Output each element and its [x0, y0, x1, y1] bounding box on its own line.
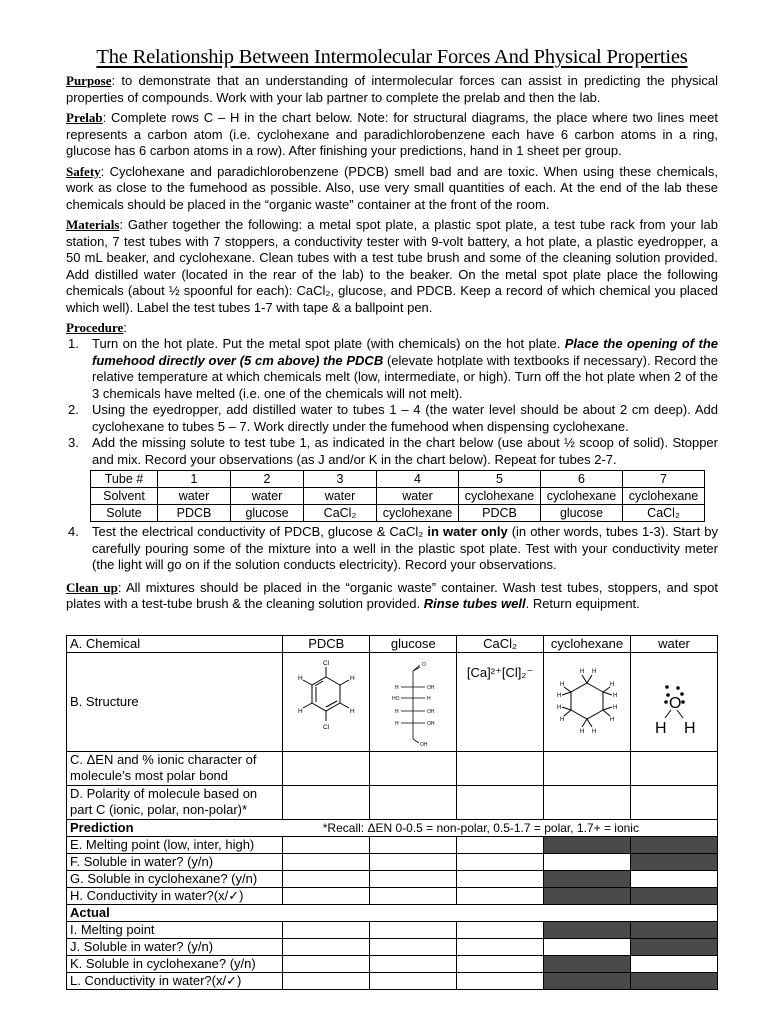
recall-note: *Recall: ΔEN 0-0.5 = non-polar, 0.5-1.7 = polar, 1.7+ = ionic — [283, 820, 718, 837]
svg-text:Cl: Cl — [323, 724, 330, 731]
table-row: A. Chemical PDCB glucose CaCl₂ cyclohexane water — [67, 636, 718, 653]
glucose-structure-drawing — [370, 653, 456, 747]
answer-cell[interactable] — [630, 786, 717, 820]
table-row: K. Soluble in cyclohexane? (y/n) — [67, 956, 718, 973]
table-row: J. Soluble in water? (y/n) — [67, 939, 718, 956]
cyclohexane-structure-drawing — [544, 653, 630, 747]
svg-text:OH: OH — [427, 709, 435, 715]
cleanup-label: Clean up — [66, 579, 118, 595]
procedure-label: Procedure — [66, 320, 124, 335]
table-row: Solvent water water water water cyclohexane cyclohexane cyclohexane — [91, 488, 705, 505]
prelab-paragraph — [66, 110, 718, 160]
answer-cell[interactable] — [283, 939, 370, 956]
svg-text:H: H — [612, 705, 618, 711]
answer-cell[interactable] — [370, 956, 457, 973]
answer-cell[interactable] — [457, 786, 544, 820]
answer-cell[interactable] — [543, 786, 630, 820]
answer-cell[interactable] — [283, 854, 370, 871]
materials-text: : Gather together the following: a metal spot plate, a plastic spot plate, a test tube rack from your lab station, 7 test tubes with 7 stoppers, a conductivity tester with 9-volt battery, a hot plate, a plastic eyedropper, a 50 mL beaker, and cyclohexane. Clean tubes with a test tube brush and some of the cleaning solution provided. Add distilled water (located in the rear of the lab) to the beaker. On the metal spot plate place the following chemicals (about ½ spoonful for each): CaCl₂, glucose, and PDCB. Keep a record of which chemical you placed which well). Label the test tubes 1-7 with tape & a ballpoint pen. — [66, 217, 718, 315]
svg-text:Cl: Cl — [323, 660, 330, 667]
table-row: Solute PDCB glucose CaCl₂ cyclohexane PDCB glucose CaCl₂ — [91, 505, 705, 522]
answer-cell[interactable] — [370, 752, 457, 786]
answer-cell[interactable] — [457, 888, 544, 905]
answer-cell[interactable] — [283, 973, 370, 990]
answer-cell[interactable] — [457, 939, 544, 956]
svg-text:HO: HO — [392, 696, 400, 702]
table-row: Tube # 1 2 3 4 5 6 7 — [91, 471, 705, 488]
svg-text:H: H — [609, 682, 615, 688]
table-row: C. ΔEN and % ionic character of molecule’s most polar bond — [67, 752, 718, 786]
svg-text:H: H — [559, 682, 565, 688]
table-row: L. Conductivity in water?(x/✓) — [67, 973, 718, 990]
answer-cell[interactable] — [370, 871, 457, 888]
table-row: B. Structure Cl Cl H H H H O H OH HO H H OH H OH OH [Ca]²⁺[Cl]₂⁻ H H H H H H H H H H H H O H H — [67, 653, 718, 752]
answer-cell[interactable] — [543, 752, 630, 786]
answer-cell[interactable] — [630, 752, 717, 786]
worksheet — [66, 46, 718, 617]
answer-cell[interactable] — [283, 956, 370, 973]
page-title: The Relationship Between Intermolecular Forces And Physical Properties — [96, 46, 688, 68]
answer-cell[interactable] — [457, 922, 544, 939]
svg-text:H: H — [350, 675, 355, 682]
prelab-text: : Complete rows C – H in the chart below. Note: for structural diagrams, the place where two lines meet represents a carbon atom (i.e. cyclohexane and paradichlorobenzene each have 6 carbon atoms in a ring, glucose has 6 carbon atoms in a row). After finishing your predictions, hand in 1 sheet per group. — [66, 110, 718, 158]
table-row: I. Melting point — [67, 922, 718, 939]
svg-text:O: O — [668, 695, 682, 712]
svg-text:H: H — [556, 705, 562, 711]
prediction-heading: Prediction — [67, 820, 283, 837]
prelab-label: Prelab — [66, 110, 103, 125]
water-structure-drawing — [631, 653, 717, 747]
svg-text:H: H — [591, 729, 597, 735]
table-row: F. Soluble in water? (y/n) — [67, 854, 718, 871]
answer-cell[interactable] — [630, 956, 717, 973]
answer-cell[interactable] — [370, 939, 457, 956]
svg-text:H: H — [579, 669, 585, 675]
procedure-step: 2. Using the eyedropper, add distilled water to tubes 1 – 4 (the water level should be about 2 cm deep). Add cyclohexane to tubes 5 – 7. Work directly under the fumehood when dispensing cyclohexane. — [68, 402, 718, 434]
svg-text:H: H — [395, 685, 399, 691]
svg-text:H: H — [298, 708, 303, 715]
svg-text:H: H — [654, 720, 667, 737]
properties-chart — [66, 635, 718, 990]
svg-text:H: H — [591, 669, 597, 675]
answer-cell[interactable] — [543, 854, 630, 871]
procedure-step: 4. Test the electrical conductivity of PDCB, glucose & CaCl₂ in water only (in other words, tubes 1-3). Start by carefully pouring some of the mixture into a well in the plastic spot plate. Test with your conductivity meter (the light will go on if the solution conducts electricity). Record your observations. — [68, 524, 718, 572]
safety-label: Safety — [66, 163, 101, 179]
answer-cell[interactable] — [283, 888, 370, 905]
procedure-steps — [66, 336, 718, 468]
pdcb-structure-drawing — [283, 653, 369, 747]
tube-table — [90, 470, 705, 522]
svg-text:H: H — [298, 675, 303, 682]
answer-cell[interactable] — [543, 939, 630, 956]
cyclohexane-structure — [543, 653, 630, 752]
answer-cell[interactable] — [370, 786, 457, 820]
svg-text:H: H — [559, 717, 565, 723]
answer-cell[interactable] — [370, 888, 457, 905]
svg-text:H: H — [683, 720, 696, 737]
answer-cell[interactable] — [370, 837, 457, 854]
answer-cell[interactable] — [457, 752, 544, 786]
water-structure — [630, 653, 717, 752]
svg-text:H: H — [556, 693, 562, 699]
actual-heading: Actual — [67, 905, 718, 922]
materials-paragraph — [66, 217, 718, 316]
procedure-section: Procedure: 1. Turn on the hot plate. Put the metal spot plate (with chemicals) on the hot plate. Place the opening of the fumehood directly over (5 cm above) the PDCB (elevate hotplate with textbooks if necessary). Record the relative temperature at which chemicals melt (low, intermediate, or high). Turn off the hot plate when 2 of the 3 chemicals have melted (i.e. one of the chemicals will not melt). 2. Using the eyedropper, add distilled water to tubes 1 – 4 (the water level should be about 2 cm deep). Add cyclohexane to tubes 5 – 7. Work directly under the fumehood when dispensing cyclohexane. 3. Add the missing solute to test tube 1, as indicated in the chart below (use about ½ scoop of solid). Stopper and mix. Record your observations (as J and/or K in the chart below). Repeat for tubes 2-7. Tube # 1 2 3 4 5 6 7 Solvent water water water water cyclohexane cyclohexane cyclohexane Solute PDCB glucose CaCl₂ cyclohexane PDCB glucose CaCl₂ 4. Test the electrical conductivity of PDCB, glucose & CaCl₂ in water only (in other words, tubes 1-3). Start by carefully pouring some of the mixture into a well in the plastic spot plate. Test with your conductivity meter (the light will go on if the solution conducts electricity). Record your observations. — [66, 320, 718, 572]
answer-cell[interactable] — [283, 752, 370, 786]
answer-cell[interactable] — [283, 922, 370, 939]
answer-cell[interactable] — [457, 854, 544, 871]
table-row: D. Polarity of molecule based on part C (ionic, polar, non-polar)* — [67, 786, 718, 820]
svg-text:H: H — [395, 709, 399, 715]
procedure-step: 3. Add the missing solute to test tube 1, as indicated in the chart below (use about ½ scoop of solid). Stopper and mix. Record your observations (as J and/or K in the chart below). Repeat for tubes 2-7. — [68, 435, 718, 467]
answer-cell[interactable] — [283, 786, 370, 820]
answer-cell[interactable] — [370, 922, 457, 939]
svg-text:OH: OH — [427, 685, 435, 691]
safety-paragraph — [66, 164, 718, 214]
answer-cell[interactable] — [370, 973, 457, 990]
safety-text: : Cyclohexane and paradichlorobenzene (PDCB) smell bad and are toxic. When using these chemicals, work as close to the fumehood as possible. Also, use very small quantities of each. At the end of the lab these chemicals should be placed in the “organic waste” container at the front of the room. — [66, 163, 718, 212]
procedure-step: 1. Turn on the hot plate. Put the metal spot plate (with chemicals) on the hot plate. Place the opening of the fumehood directly over (5 cm above) the PDCB (elevate hotplate with textbooks if necessary). Record the relative temperature at which chemicals melt (low, intermediate, or high). Turn off the hot plate when 2 of the 3 chemicals have melted (i.e. one of the chemicals will not melt). — [68, 336, 718, 401]
svg-text:OH: OH — [427, 721, 435, 727]
answer-cell[interactable] — [630, 871, 717, 888]
svg-text:H: H — [350, 708, 355, 715]
purpose-label: Purpose — [66, 73, 112, 88]
table-row: H. Conductivity in water?(x/✓) — [67, 888, 718, 905]
materials-label: Materials — [66, 217, 120, 232]
answer-cell[interactable] — [457, 973, 544, 990]
cacl2-formula: [Ca]²⁺[Cl]₂⁻ — [457, 653, 544, 752]
pdcb-structure — [283, 653, 370, 752]
purpose-text: : to demonstrate that an understanding of intermolecular forces can assist in predicting the physical properties of compounds. Work with your lab partner to complete the prelab and then the lab. — [66, 73, 718, 105]
answer-cell[interactable] — [457, 956, 544, 973]
glucose-structure — [370, 653, 457, 752]
svg-text:H: H — [612, 693, 618, 699]
svg-text:OH: OH — [420, 742, 428, 747]
svg-text:O: O — [422, 662, 427, 668]
cleanup-paragraph: Clean up: All mixtures should be placed in the “organic waste” container. Wash test tubes, stoppers, and spot plates with a test-tube brush & the cleaning solution provided. Rinse tubes well. Return equipment. — [66, 579, 718, 611]
table-row: E. Melting point (low, inter, high) — [67, 837, 718, 854]
table-row — [67, 820, 718, 837]
svg-text:H: H — [395, 721, 399, 727]
svg-text:H: H — [609, 717, 615, 723]
svg-text:H: H — [579, 729, 585, 735]
answer-cell[interactable] — [283, 837, 370, 854]
answer-cell[interactable] — [370, 854, 457, 871]
answer-cell[interactable] — [457, 837, 544, 854]
answer-cell[interactable] — [283, 871, 370, 888]
answer-cell[interactable] — [457, 871, 544, 888]
purpose-paragraph — [66, 73, 718, 106]
table-row: G. Soluble in cyclohexane? (y/n) — [67, 871, 718, 888]
svg-text:H: H — [427, 696, 431, 702]
table-row — [67, 905, 718, 922]
